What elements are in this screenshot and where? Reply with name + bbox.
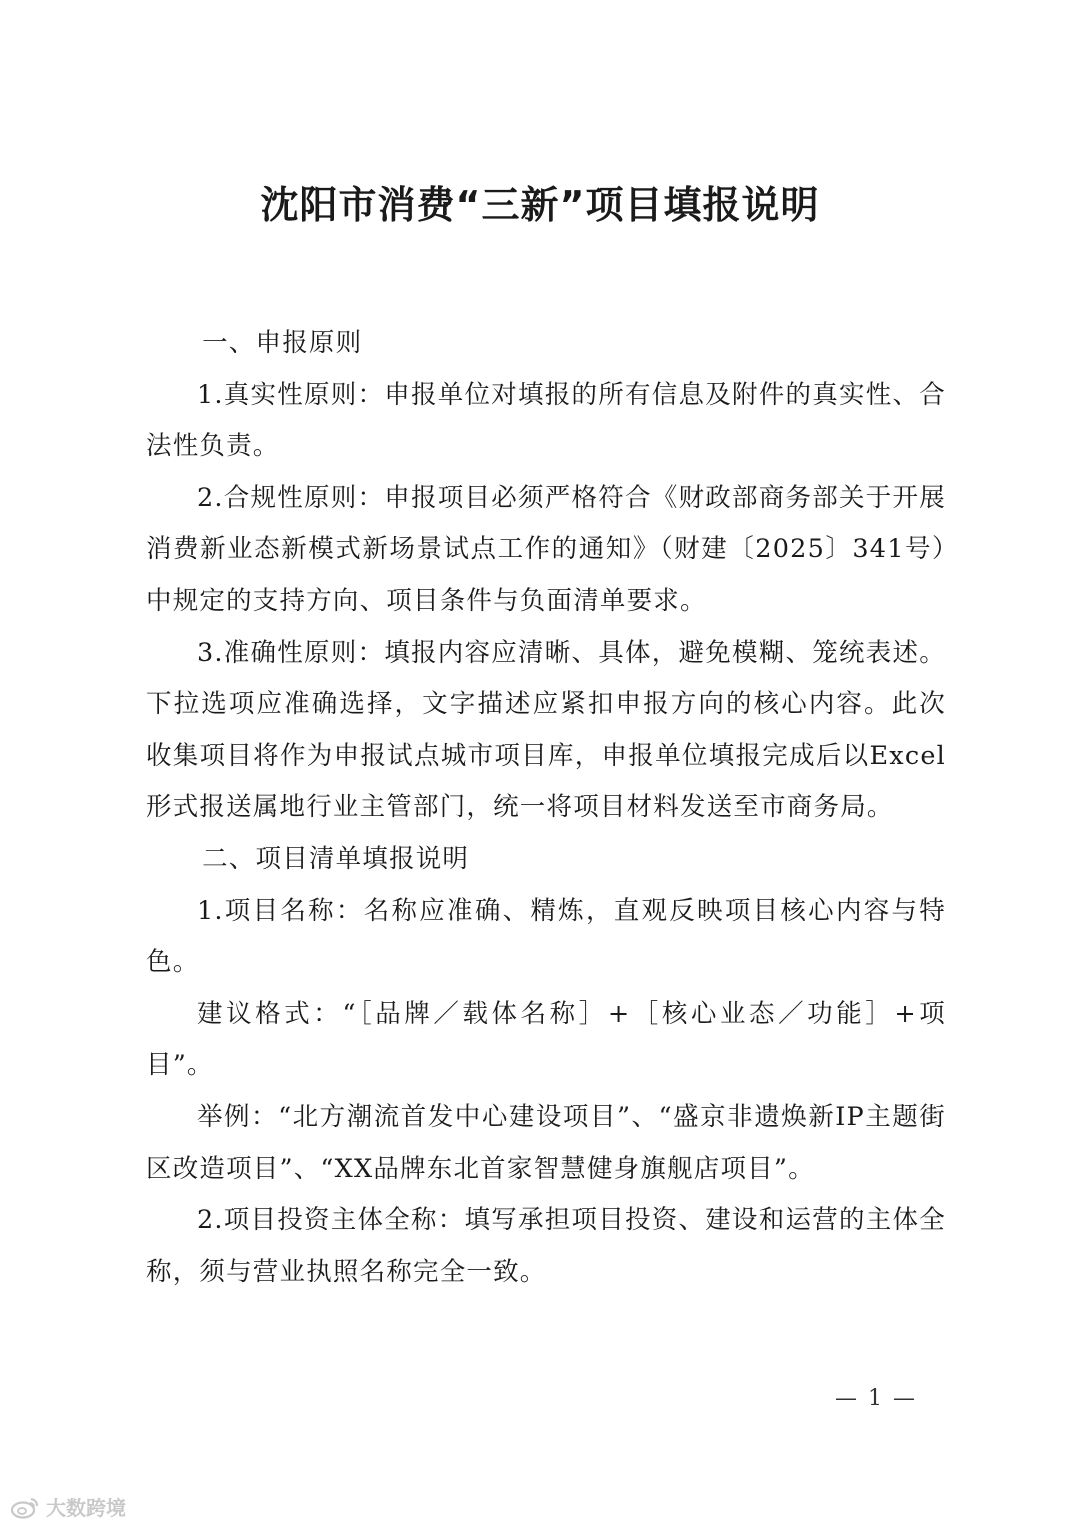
document-body (146, 318, 946, 1298)
page-number: — 1 — (835, 1386, 917, 1411)
watermark (10, 1492, 126, 1521)
paragraph-examples: 举例：“北方潮流首发中心建设项目”、“盛京非遗焕新IP主题街区改造项目”、“XX品牌东北首家智慧健身旗舰店项目”。 (146, 1101, 946, 1184)
section-heading-principles: 一、申报原则 (202, 328, 363, 358)
paragraph-authenticity: 1.真实性原则：申报单位对填报的所有信息及附件的真实性、合法性负责。 (146, 379, 946, 462)
watermark-text: 大数跨境 (46, 1496, 126, 1520)
weibo-logo-icon (10, 1495, 40, 1519)
paragraph-project-name: 1.项目名称：名称应准确、精炼，直观反映项目核心内容与特色。 (146, 895, 946, 978)
paragraph-compliance: 2.合规性原则：申报项目必须严格符合《财政部商务部关于开展消费新业态新模式新场景试点工作的通知》（财建〔2025〕341号）中规定的支持方向、项目条件与负面清单要求。 (146, 482, 946, 616)
paragraph-investor-name: 2.项目投资主体全称：填写承担项目投资、建设和运营的主体全称，须与营业执照名称完全一致。 (146, 1205, 946, 1287)
document-title: 沈阳市消费“三新”项目填报说明 (260, 183, 820, 227)
section-heading-project-list: 二、项目清单填报说明 (202, 843, 470, 874)
paragraph-accuracy: 3.准确性原则：填报内容应清晰、具体，避免模糊、笼统表述。下拉选项应准确选择，文字描述应紧扣申报方向的核心内容。此次收集项目将作为申报试点城市项目库，申报单位填报完成后以Excel形式报送属地行业主管部门，统一将项目材料发送至市商务局。 (146, 637, 946, 823)
paragraph-suggested-format: 建议格式：“［品牌／载体名称］+［核心业态／功能］+项目”。 (146, 998, 946, 1081)
